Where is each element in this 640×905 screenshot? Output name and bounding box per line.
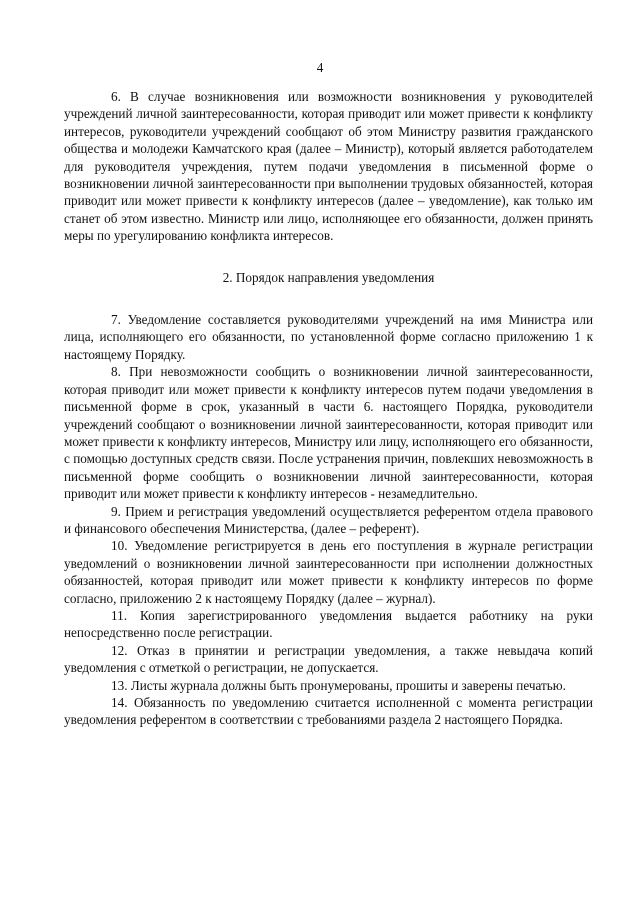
paragraph-7: 7. Уведомление составляется руководителями учреждений на имя Министра или лица, исполняющего его обязанности, по установленной форме согласно приложению 1 к настоящему Порядку. [64,312,593,362]
paragraph-6: 6. В случае возникновения или возможности возникновения у руководителей учреждений личной заинтересованности, которая приводит или может привести к конфликту интересов, руководители учреждений сообщают об этом Министру развития гражданского общества и молодежи Камчатского края (далее – Министр), который является работодателем для руководителя учреждения, путем подачи уведомления в письменной форме о возникновении личной заинтересованности при выполнении трудовых обязанностей, которая приводит или может привести к конфликту интересов (далее – уведомление), как только им станет об этом известно. Министр или лицо, исполняющее его обязанности, должен принять меры по урегулированию конфликта интересов. [64,89,593,244]
page-number: 4 [316,60,324,75]
paragraph-13: 13. Листы журнала должны быть пронумерованы, прошиты и заверены печатью. [111,677,566,693]
paragraph-9: 9. Прием и регистрация уведомлений осуществляется референтом отдела правового и финансового обеспечения Министерства, (далее – референт). [64,503,593,536]
section-title: 2. Порядок направления уведомления [222,269,435,285]
paragraph-8: 8. При невозможности сообщить о возникновении личной заинтересованности, которая приводит или может привести к конфликту интересов путем подачи уведомления в письменной форме в срок, указанный в части 6. настоящего Порядка, руководители учреждений сообщают о возникновении личной заинтересованности, которая приводит или может привести к конфликту интересов, Министру или лицу, исполняющего его обязанности, с помощью доступных средств связи. После устранения причин, повлекших невозможность в письменной форме сообщить о возникновении личной заинтересованности, которая приводит или может привести к конфликту интересов - незамедлительно. [64,364,593,502]
paragraph-14: 14. Обязанность по уведомлению считается исполненной с момента регистрации уведомления референтом в соответствии с требованиями раздела 2 настоящего Порядка. [64,695,593,728]
document-body [64,88,593,729]
paragraph-12: 12. Отказ в принятии и регистрации уведомления, а также невыдача копий уведомления с отметкой о регистрации, не допускается. [64,642,593,676]
paragraph-11: 11. Копия зарегистрированного уведомления выдается работнику на руки непосредственно после регистрации. [64,607,593,641]
paragraph-10: 10. Уведомление регистрируется в день его поступления в журнале регистрации уведомлений о возникновении личной заинтересованности при исполнении должностных обязанностей, которая приводит или может привести к конфликту интересов по форме согласно, приложению 2 к настоящему Порядку (далее – журнал). [64,538,593,606]
